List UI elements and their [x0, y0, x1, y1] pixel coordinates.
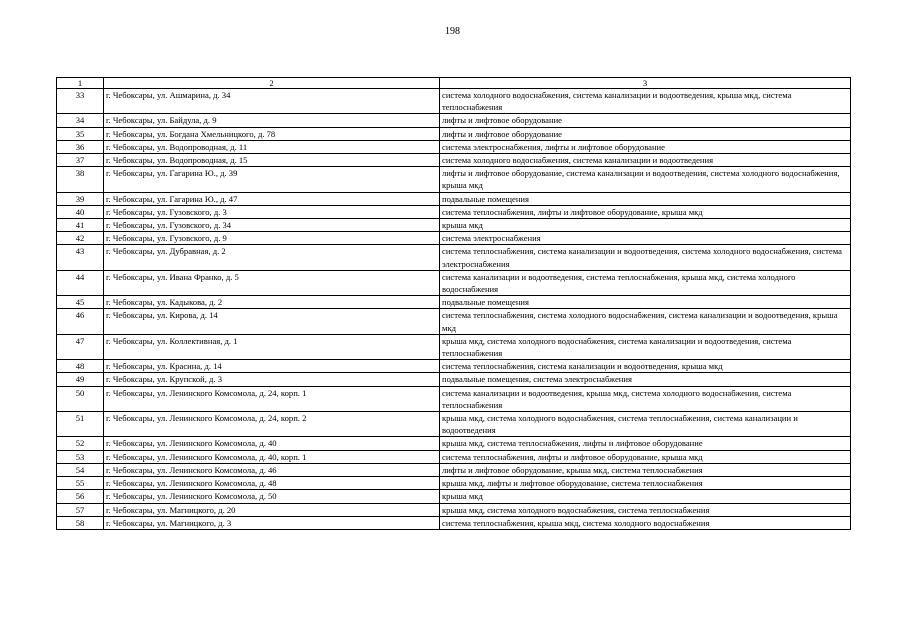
row-number: 41 [57, 219, 104, 232]
row-number: 47 [57, 334, 104, 359]
row-address: г. Чебоксары, ул. Ленинского Комсомола, д. 24, корп. 2 [104, 412, 440, 437]
row-address: г. Чебоксары, ул. Ленинского Комсомола, д. 48 [104, 477, 440, 490]
row-address: г. Чебоксары, ул. Богдана Хмельницкого, д. 78 [104, 127, 440, 140]
row-works: система канализации и водоотведения, система теплоснабжения, крыша мкд, система холодного водоснабжения [440, 270, 851, 295]
row-number: 35 [57, 127, 104, 140]
row-number: 52 [57, 437, 104, 450]
row-works: крыша мкд, лифты и лифтовое оборудование, система теплоснабжения [440, 477, 851, 490]
row-number: 38 [57, 167, 104, 192]
row-works: крыша мкд [440, 490, 851, 503]
table-body [57, 89, 851, 530]
row-address: г. Чебоксары, ул. Кирова, д. 14 [104, 309, 440, 334]
table-row [57, 154, 851, 167]
row-number: 54 [57, 463, 104, 476]
row-number: 45 [57, 296, 104, 309]
row-works: крыша мкд [440, 219, 851, 232]
row-number: 56 [57, 490, 104, 503]
row-works: система теплоснабжения, система холодного водоснабжения, система канализации и водоотведения, крыша мкд [440, 309, 851, 334]
row-works: крыша мкд, система холодного водоснабжения, система канализации и водоотведения, система теплоснабжения [440, 334, 851, 359]
table-row [57, 450, 851, 463]
column-header-address: 2 [104, 78, 440, 89]
row-works: система теплоснабжения, лифты и лифтовое оборудование, крыша мкд [440, 450, 851, 463]
table-row [57, 503, 851, 516]
table-row [57, 490, 851, 503]
table-row [57, 114, 851, 127]
row-address: г. Чебоксары, ул. Ленинского Комсомола, д. 46 [104, 463, 440, 476]
table-row [57, 309, 851, 334]
table-row [57, 412, 851, 437]
table-row [57, 192, 851, 205]
row-number: 36 [57, 140, 104, 153]
row-number: 49 [57, 373, 104, 386]
table-row [57, 334, 851, 359]
row-address: г. Чебоксары, ул. Гузовского, д. 34 [104, 219, 440, 232]
table-row [57, 360, 851, 373]
row-address: г. Чебоксары, ул. Ленинского Комсомола, д. 50 [104, 490, 440, 503]
row-number: 33 [57, 89, 104, 114]
row-number: 34 [57, 114, 104, 127]
row-address: г. Чебоксары, ул. Гагарина Ю., д. 47 [104, 192, 440, 205]
row-number: 43 [57, 245, 104, 270]
row-address: г. Чебоксары, ул. Ашмарина, д. 34 [104, 89, 440, 114]
row-address: г. Чебоксары, ул. Ленинского Комсомола, д. 40, корп. 1 [104, 450, 440, 463]
row-address: г. Чебоксары, ул. Ивана Франко, д. 5 [104, 270, 440, 295]
row-works: крыша мкд, система холодного водоснабжения, система теплоснабжения [440, 503, 851, 516]
row-works: подвальные помещения [440, 192, 851, 205]
row-number: 50 [57, 386, 104, 411]
table-row [57, 373, 851, 386]
row-works: система теплоснабжения, лифты и лифтовое оборудование, крыша мкд [440, 205, 851, 218]
row-works: крыша мкд, система холодного водоснабжения, система теплоснабжения, система канализации и водоотведения [440, 412, 851, 437]
table-row [57, 437, 851, 450]
column-header-number: 1 [57, 78, 104, 89]
buildings-table [56, 77, 851, 530]
table-row [57, 386, 851, 411]
row-address: г. Чебоксары, ул. Коллективная, д. 1 [104, 334, 440, 359]
row-number: 51 [57, 412, 104, 437]
row-works: система электроснабжения, лифты и лифтовое оборудование [440, 140, 851, 153]
row-address: г. Чебоксары, ул. Дубравная, д. 2 [104, 245, 440, 270]
table-row [57, 296, 851, 309]
row-address: г. Чебоксары, ул. Крупской, д. 3 [104, 373, 440, 386]
row-number: 42 [57, 232, 104, 245]
table-row [57, 477, 851, 490]
row-number: 39 [57, 192, 104, 205]
table-row [57, 140, 851, 153]
row-address: г. Чебоксары, ул. Ленинского Комсомола, д. 40 [104, 437, 440, 450]
row-works: система теплоснабжения, система канализации и водоотведения, крыша мкд [440, 360, 851, 373]
row-works: система канализации и водоотведения, крыша мкд, система холодного водоснабжения, система теплоснабжения [440, 386, 851, 411]
row-works: лифты и лифтовое оборудование [440, 114, 851, 127]
table-row [57, 205, 851, 218]
row-number: 55 [57, 477, 104, 490]
table-row [57, 232, 851, 245]
row-address: г. Чебоксары, ул. Кадыкова, д. 2 [104, 296, 440, 309]
row-address: г. Чебоксары, ул. Водопроводная, д. 15 [104, 154, 440, 167]
row-works: система холодного водоснабжения, система канализации и водоотведения, крыша мкд, система теплоснабжения [440, 89, 851, 114]
table-row [57, 516, 851, 529]
page-number: 198 [445, 26, 460, 37]
row-works: лифты и лифтовое оборудование [440, 127, 851, 140]
table-row [57, 167, 851, 192]
row-address: г. Чебоксары, ул. Гагарина Ю., д. 39 [104, 167, 440, 192]
table-header-row [57, 78, 851, 89]
row-works: система теплоснабжения, крыша мкд, система холодного водоснабжения [440, 516, 851, 529]
row-number: 46 [57, 309, 104, 334]
row-address: г. Чебоксары, ул. Гузовского, д. 3 [104, 205, 440, 218]
row-address: г. Чебоксары, ул. Водопроводная, д. 11 [104, 140, 440, 153]
row-works: подвальные помещения [440, 296, 851, 309]
row-works: крыша мкд, система теплоснабжения, лифты и лифтовое оборудование [440, 437, 851, 450]
table-row [57, 89, 851, 114]
table-row [57, 463, 851, 476]
row-number: 48 [57, 360, 104, 373]
row-number: 58 [57, 516, 104, 529]
row-address: г. Чебоксары, ул. Магницкого, д. 3 [104, 516, 440, 529]
column-header-works: 3 [440, 78, 851, 89]
row-works: лифты и лифтовое оборудование, система канализации и водоотведения, система холодного водоснабжения, крыша мкд [440, 167, 851, 192]
row-address: г. Чебоксары, ул. Ленинского Комсомола, д. 24, корп. 1 [104, 386, 440, 411]
table-row [57, 127, 851, 140]
row-number: 57 [57, 503, 104, 516]
row-address: г. Чебоксары, ул. Гузовского, д. 9 [104, 232, 440, 245]
row-address: г. Чебоксары, ул. Красина, д. 14 [104, 360, 440, 373]
table-row [57, 219, 851, 232]
row-number: 40 [57, 205, 104, 218]
row-works: подвальные помещения, система электроснабжения [440, 373, 851, 386]
row-works: система холодного водоснабжения, система канализации и водоотведения [440, 154, 851, 167]
row-number: 37 [57, 154, 104, 167]
row-number: 44 [57, 270, 104, 295]
table-row [57, 245, 851, 270]
table-row [57, 270, 851, 295]
row-address: г. Чебоксары, ул. Байдула, д. 9 [104, 114, 440, 127]
row-number: 53 [57, 450, 104, 463]
row-works: система электроснабжения [440, 232, 851, 245]
row-works: лифты и лифтовое оборудование, крыша мкд, система теплоснабжения [440, 463, 851, 476]
row-works: система теплоснабжения, система канализации и водоотведения, система холодного водоснабжения, система электроснабжения [440, 245, 851, 270]
row-address: г. Чебоксары, ул. Магницкого, д. 20 [104, 503, 440, 516]
